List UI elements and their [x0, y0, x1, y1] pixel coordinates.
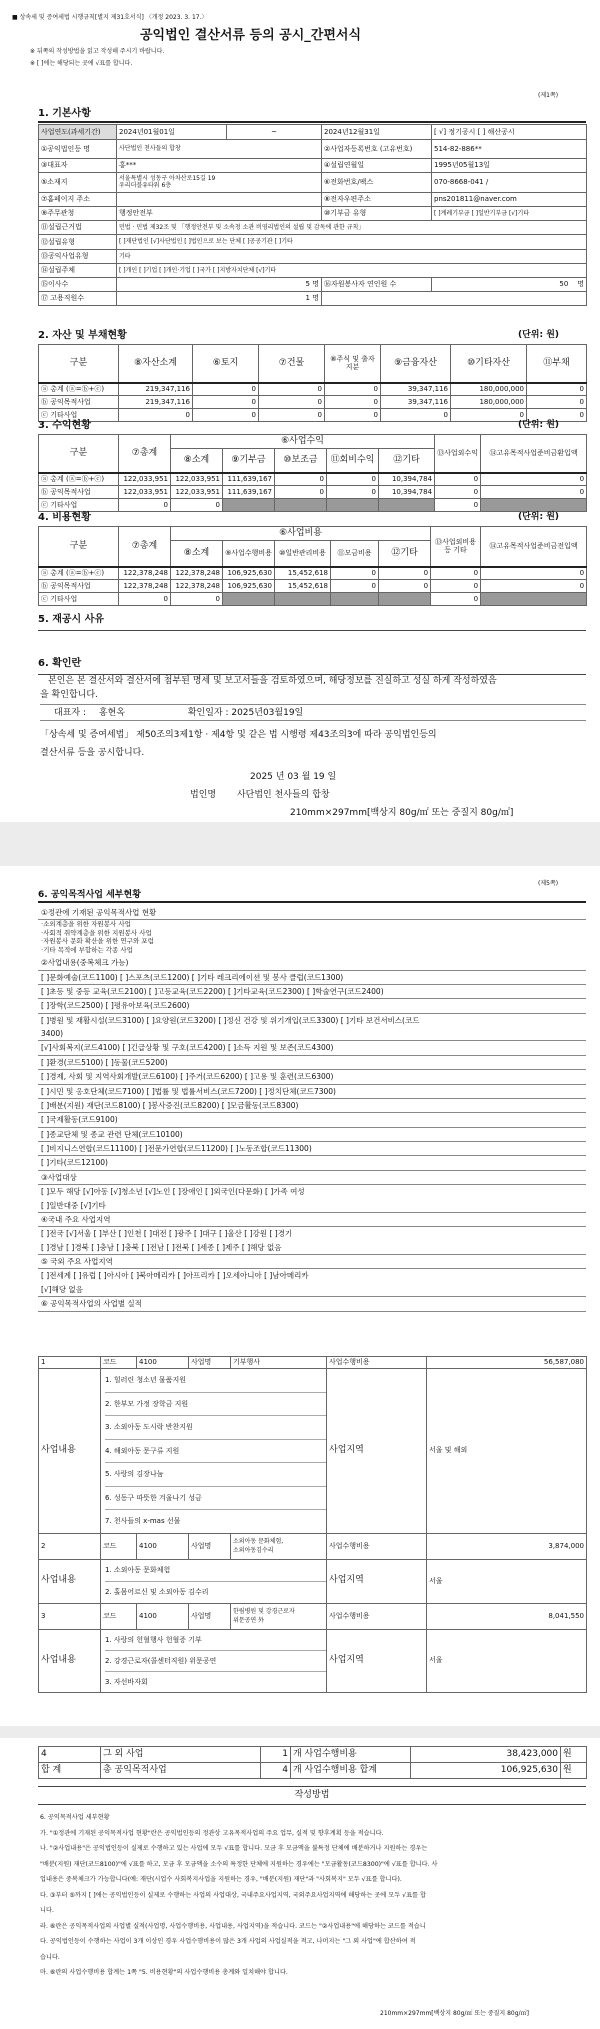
directors-unit: 명	[312, 280, 319, 289]
rev-col-4: ⑩보조금	[275, 449, 327, 473]
biz1-line-7: 7. 천사들의 x-mas 선물	[105, 1517, 181, 1525]
total-count-label: 개 사업수행비용 합계	[291, 1763, 411, 1779]
assets-r2-c7: 0	[527, 409, 587, 422]
bizno: 514-82-886**	[432, 140, 587, 159]
org-name-label: ①공익법인등 명	[39, 140, 117, 159]
rev-r1-c6: 10,394,784	[379, 486, 435, 499]
h6-title: ⑥ 공익목적사업의 사업별 실적	[38, 1297, 586, 1311]
biz2-line-1: 1. 소외아동 문화체험	[105, 1560, 326, 1582]
rev-r1-c0: ⓑ 공익목적사업	[39, 486, 119, 499]
exp-r0-c2: 122,378,248	[171, 567, 223, 580]
exp-r1-c5: 0	[331, 580, 379, 593]
assets-r0-c5: 39,347,116	[381, 383, 451, 396]
assets-col-4: ⑧주식 및 출자지분	[325, 345, 381, 383]
method-6: 다. ③부터 ⑤까지 [ ]에는 공익법인등이 실제로 수행하는 사업의 사업대상, 국내주요사업지역, 국외주요사업지역에 해당하는 곳에 모두 √표를 합	[40, 1891, 426, 1899]
total-count: 4	[261, 1763, 291, 1779]
code-row-4: [ ]병원 및 재활시설(코드3100) [ ]요양원(코드3200) [ ]정신 건강 및 위기개입(코드3300) [ ]기타 보건서비스(코드	[41, 1015, 420, 1025]
biz1-content-label: 사업내용	[39, 1369, 101, 1534]
section-expense: 4. 비용현황	[38, 512, 91, 523]
biz3-content-label: 사업내용	[39, 1629, 101, 1692]
rev-r0-c2: 122,033,951	[171, 473, 223, 486]
h1-title: ①정관에 기재된 공익목적사업 현황	[38, 906, 586, 920]
rev-r0-c7: 0	[435, 473, 481, 486]
corp-label: 법인명	[190, 790, 217, 800]
assets-r0-c6: 180,000,000	[451, 383, 527, 396]
domestic-row-2: [ ]경남 [ ]경북 [ ]충남 [ ]충북 [ ]전남 [ ]전북 [ ]세종 [ ]제주 [ ]해당 없음	[38, 1241, 586, 1255]
exp-r2-c5	[331, 593, 379, 606]
page-separator	[0, 822, 600, 866]
rev-r2-c2: 0	[171, 499, 223, 512]
assets-r1-c2: 0	[193, 396, 259, 409]
biz2-no: 2	[39, 1533, 101, 1559]
email: pns201811@naver.com	[432, 193, 587, 207]
assets-col-3: ⑦건물	[259, 345, 325, 383]
rev-r1-c5: 0	[327, 486, 379, 499]
rep-name: 홍현옥	[98, 708, 125, 718]
biz3-line-1: 1. 사랑의 헌혈행사 헌혈증 기부	[105, 1630, 326, 1651]
exp-col-4: ⑩일반관리비용	[275, 541, 331, 567]
h1-item-3: ·자원봉사 문화 확산을 위한 연구와 포럼	[41, 937, 154, 946]
employees-unit: 명	[312, 294, 319, 303]
assets-r0-c3: 0	[259, 383, 325, 396]
biz2-name-label: 사업명	[189, 1533, 231, 1559]
exp-r1-c1: 122,378,248	[119, 580, 171, 593]
volunteers: 50	[559, 280, 569, 289]
rev-col-0: 구분	[39, 435, 119, 473]
report-type: [ √] 정기공시 [ ] 해산공시	[432, 125, 587, 140]
address-line-1: 서울특별시 성동구 아차산로15길 19	[119, 174, 216, 182]
corp-name: 사단법인 천사들의 합창	[236, 790, 330, 800]
revenue-table	[38, 434, 587, 512]
ceo-label: ③대표자	[39, 159, 117, 173]
method-8: 라. ⑥란은 공익목적사업의 사업별 실적(사업명, 사업수행비용, 사업내용, 사업지역)을 적습니다. 코드는 "②사업내용"에 해당하는 코드를 적습니	[40, 1922, 426, 1930]
code-row-1: [ ]문화예술(코드1100) [ ]스포츠(코드1200) [ ]기타 레크리에이션 및 봉사 클럽(코드1300)	[38, 971, 586, 985]
bizno-label: ②사업자등록번호 (고유번호)	[322, 140, 432, 159]
legal-basis-label: ⑪설립근거법	[39, 221, 117, 235]
total-unit: 원	[561, 1763, 587, 1779]
h4-title: ④국내 주요 사업지역	[38, 1213, 586, 1227]
donation-type-label: ⑩기부금 유형	[322, 207, 432, 221]
exp-r0-c4: 15,452,618	[275, 567, 331, 580]
period-tilde: ~	[227, 125, 322, 140]
biz-summary-table	[38, 1746, 587, 1779]
exp-r0-c3: 106,925,630	[223, 567, 275, 580]
rev-col-7: ⑬사업외수익	[435, 435, 481, 473]
assets-r2-c6: 0	[451, 409, 527, 422]
assets-r1-c5: 39,347,116	[381, 396, 451, 409]
method-3: 나. "②사업내용"은 공익법인등이 실제로 수행하고 있는 사업에 모두 √표를 합니다. 모금 후 모금액을 불특정 단체에 배분하거나 지원하는 경우는	[40, 1845, 428, 1852]
other-cost: 38,423,000	[411, 1747, 561, 1763]
target-row-2: [ ]일반대중 [√]기타	[38, 1199, 586, 1213]
exp-r0-c1: 122,378,248	[119, 567, 171, 580]
biz3-code: 4100	[137, 1603, 189, 1629]
email-label: ⑧전자우편주소	[322, 193, 432, 207]
exp-col-3: ⑨사업수행비용	[223, 541, 275, 567]
biz2-region: 서울	[427, 1559, 587, 1603]
period-label: 사업연도(과세기간)	[39, 125, 117, 140]
biz1-region: 서울 및 해외	[427, 1369, 587, 1534]
exp-r1-c8: 0	[481, 580, 587, 593]
biz1-line-3: 3. 소외아동 도시락 반찬지원	[105, 1416, 326, 1440]
rev-col-1: ⑦총계	[119, 435, 171, 473]
note-1: ※ 뒤쪽의 작성방법을 읽고 작성해 주시기 바랍니다.	[30, 48, 165, 55]
assets-r0-c0: ⓐ 총계 (ⓐ=ⓑ+ⓒ)	[39, 383, 119, 396]
address-line-2: 우리더블유타워 6층	[119, 181, 172, 189]
total-name: 총 공익목적사업	[101, 1763, 261, 1779]
phone: 070-8668-041 /	[432, 173, 587, 193]
method-11: 마. ⑥란의 사업수행비용 합계는 1쪽 "5. 비용현황"의 사업수행비용 총계와 일치해야 합니다.	[40, 1969, 288, 1976]
assets-r1-c7: 0	[527, 396, 587, 409]
biz1-name-label: 사업명	[189, 1357, 231, 1369]
found-type: [ ]재단법인 [√]사단법인 [ ]법인으로 보는 단체 [ ]공공기관 [ ]기타	[117, 235, 587, 250]
code-row-14: [ ]기타(코드12100)	[38, 1156, 586, 1170]
exp-r2-c2: 0	[171, 593, 223, 606]
rev-r1-c2: 122,033,951	[171, 486, 223, 499]
authority-label: ⑨주무관청	[39, 207, 117, 221]
rev-r1-c7: 0	[435, 486, 481, 499]
rev-r1-c8: 0	[481, 486, 587, 499]
exp-r2-c4	[275, 593, 331, 606]
total-label: 합 계	[39, 1763, 101, 1779]
rev-group: ⑥사업수익	[171, 435, 435, 449]
assets-r0-c2: 0	[193, 383, 259, 396]
h1-item-4: ·기타 목적에 부합하는 각종 사업	[41, 945, 133, 954]
exp-col-5: ⑪모금비용	[331, 541, 379, 567]
biz2-code: 4100	[137, 1533, 189, 1559]
biz1-no: 1	[39, 1357, 101, 1369]
exp-col-8: ⑭고유목적사업준비금전입액	[481, 527, 587, 567]
page-2	[0, 866, 600, 1726]
rev-col-2: ⑧소계	[171, 449, 223, 473]
assets-r1-c6: 180,000,000	[451, 396, 527, 409]
assets-r2-c3: 0	[259, 409, 325, 422]
method-title: 작성방법	[38, 1786, 586, 1805]
section-confirm: 6. 확인란	[38, 658, 586, 675]
exp-r2-c3	[223, 593, 275, 606]
method-1: 6. 공익목적사업 세부현황	[40, 1814, 110, 1821]
address-label: ⑤소재지	[39, 173, 117, 193]
h2-title: ②사업내용(중복체크 가능)	[38, 956, 586, 970]
method-9: 다. 공익법인등이 수행하는 사업이 3개 이상인 경우 사업수행비용이 많은 3개 사업의 사업실적을 적고, 나머지는 "그 외 사업"에 합산하여 적	[40, 1938, 416, 1945]
biz2-name-1: 소외아동 문화체험,	[233, 1538, 284, 1545]
homepage-label: ⑦홈페이지 주소	[39, 193, 117, 207]
law-line-2: 결산서류 등을 공시합니다.	[40, 748, 145, 758]
org-name: 사단법인 천사들의 합창	[117, 140, 322, 159]
code-row-12: [ ]종교단체 및 종교 관련 단체(코드10100)	[38, 1128, 586, 1142]
biz2-cost-label: 사업수행비용	[327, 1533, 427, 1559]
unit-expense: (단위: 원)	[518, 512, 560, 522]
biz2-cost: 3,874,000	[427, 1533, 587, 1559]
rev-r1-c3: 111,639,167	[223, 486, 275, 499]
law-line-1: 「상속세 및 증여세법」 제50조의3제1항 · 제4항 및 같은 법 시행령 제43조의3에 따라 공익법인등의	[40, 730, 437, 740]
donation-type: [ ]계례기부금 [ ]일반기부금 [√]기타	[432, 207, 587, 221]
method-7: 니다.	[40, 1907, 54, 1914]
rev-r1-c4: 0	[275, 486, 327, 499]
assets-col-5: ⑨금융자산	[381, 345, 451, 383]
assets-r2-c2: 0	[193, 409, 259, 422]
exp-col-6: ⑫기타	[379, 541, 431, 567]
other-count-label: 개 사업수행비용	[291, 1747, 411, 1763]
biz-type: 기타	[117, 250, 587, 264]
code-row-13: [ ]비지니스연합(코드11100) [ ]전문가연합(코드11200) [ ]노동조합(코드11300)	[38, 1142, 586, 1156]
biz3-name-2: 위문공연 外	[233, 1617, 265, 1624]
page-separator-2	[0, 1726, 600, 1738]
other-count: 1	[261, 1747, 291, 1763]
assets-r2-c5: 0	[381, 409, 451, 422]
exp-r0-c0: ⓐ 총계 (ⓐ=ⓑ+ⓒ)	[39, 567, 119, 580]
detail-list	[38, 906, 586, 1312]
confirm-date: 확인일자 : 2025년03월19일	[187, 708, 304, 718]
note-2: ※ [ ]에는 해당되는 곳에 √표를 합니다.	[30, 60, 133, 67]
biz1-line-2: 2. 한부모 가정 장학금 지원	[105, 1393, 326, 1417]
biz2-name-2: 소외아동김수리	[233, 1547, 274, 1554]
code-row-7: [ ]환경(코드5100) [ ]동물(코드5200)	[38, 1056, 586, 1070]
biz1-code: 4100	[137, 1357, 189, 1369]
authority: 행정안전부	[117, 207, 322, 221]
code-row-6: [√]사회복지(코드4100) [ ]긴급상황 및 구호(코드4200) [ ]소득 지원 및 보존(코드4300)	[38, 1041, 586, 1055]
code-row-8: [ ]경제, 사회 및 지역사회개발(코드6100) [ ]주거(코드6200) [ ]고용 및 훈련(코드6300)	[38, 1070, 586, 1084]
biz1-region-label: 사업지역	[327, 1369, 427, 1534]
exp-col-2: ⑧소계	[171, 541, 223, 567]
employees-label: ⑰ 고용직원수	[39, 292, 117, 306]
page-number: (제1쪽)	[538, 92, 559, 99]
exp-r1-c3: 106,925,630	[223, 580, 275, 593]
biz3-name-label: 사업명	[189, 1603, 231, 1629]
assets-r2-c4: 0	[325, 409, 381, 422]
other-unit: 원	[561, 1747, 587, 1763]
basic-info-table	[38, 124, 587, 306]
method-4: "배분(지원) 재단(코드8100)"에 √표를 하고, 모금 후 모금액을 소수의 특정한 단체에 지원하는 경우에는 "모금활동(코드8300)"에 √표를 합니다. 사	[40, 1860, 438, 1868]
assets-r1-c1: 219,347,116	[119, 396, 193, 409]
paper-spec: 210mm×297mm[백상지 80g/㎡ 또는 중질지 80g/㎡]	[290, 808, 514, 818]
form-reference: ■ 상속세 및 증여세법 시행규칙[별지 제31호서식] 〈개정 2023. 3. 17.〉	[12, 14, 208, 21]
ceo: 홍***	[117, 159, 322, 173]
biz1-line-5: 5. 사랑의 김장나눔	[105, 1463, 326, 1487]
exp-col-7: ⑬사업외비용 등 기타	[431, 527, 481, 567]
assets-r0-c4: 0	[325, 383, 381, 396]
assets-col-0: 구분	[39, 345, 119, 383]
confirm-line-1: 본인은 본 결산서와 결산서에 첨부된 명세 및 보고서들을 검토하였으며, 해당정보를 진실하고 성실 하게 작성하였음	[48, 676, 497, 686]
unit-assets: (단위: 원)	[518, 330, 560, 340]
founder: [ ]개인 [ ]기업 [ ]개인·기업 [ ]국가 [ ]지방자치단체 [√]기타	[117, 264, 587, 278]
directors-label: ⑮이사수	[39, 278, 117, 292]
assets-r0-c1: 219,347,116	[119, 383, 193, 396]
other-no: 4	[39, 1747, 101, 1763]
assets-col-7: ⑪부채	[527, 345, 587, 383]
exp-r0-c6: 0	[379, 567, 431, 580]
volunteers-label: ⑯자원봉사자 연인원 수	[322, 278, 432, 292]
biz1-line-4: 4. 해외아동 문구류 지원	[105, 1440, 326, 1464]
exp-r0-c5: 0	[331, 567, 379, 580]
code-row-3: [ ]장학(코드2500) [ ]평유아보육(코드2600)	[38, 999, 586, 1013]
total-cost: 106,925,630	[411, 1763, 561, 1779]
h3-title: ③사업대상	[38, 1171, 586, 1185]
biz3-region-label: 사업지역	[327, 1629, 427, 1692]
rev-r2-c1: 0	[119, 499, 171, 512]
exp-r2-c6	[379, 593, 431, 606]
rev-col-5: ⑪회비수익	[327, 449, 379, 473]
period-from: 2024년01월01일	[117, 125, 227, 140]
section-redisclosure: 5. 재공시 사유	[38, 614, 586, 631]
confirm-line-2: 을 확인합니다.	[40, 690, 98, 700]
exp-r2-c1: 0	[119, 593, 171, 606]
overseas-row-1: [ ]전세계 [ ]유럽 [ ]아시아 [ ]북아메리카 [ ]아프리카 [ ]오세아니아 [ ]남아메리카	[41, 1271, 309, 1281]
exp-r2-c0: ⓒ 기타사업	[39, 593, 119, 606]
code-row-2: [ ]초등 및 중등 교육(코드2100) [ ]고등교육(코드2200) [ ]기타교육(코드2300) [ ]학술연구(코드2400)	[38, 985, 586, 999]
exp-r2-c7: 0	[431, 593, 481, 606]
assets-r2-c1: 0	[119, 409, 193, 422]
exp-r1-c4: 15,452,618	[275, 580, 331, 593]
rev-r2-c6	[379, 499, 435, 512]
assets-r2-c0: ⓒ 기타사업	[39, 409, 119, 422]
method-5: 업내용은 중복체크가 가능합니다(예: 재단(시업수 사회복지사업을 지원하는 경우, "배분(지원) 재단"과 "사회복지" 모두 √표를 합니다).	[40, 1876, 402, 1883]
biz3-line-3: 3. 자선바자회	[105, 1677, 148, 1686]
rev-r2-c8	[481, 499, 587, 512]
rev-col-6: ⑫기타	[379, 449, 435, 473]
rev-r2-c0: ⓒ 기타사업	[39, 499, 119, 512]
biz3-line-2: 2. 강경근로자(콜센터직원) 위문공연	[105, 1651, 326, 1672]
signing-date: 2025 년 03 월 19 일	[250, 772, 337, 782]
phone-label: ⑥전화번호/팩스	[322, 173, 432, 193]
page-title: 공익법인 결산서류 등의 공시_간편서식	[140, 28, 362, 43]
code-row-9: [ ]시민 및 옹호단체(코드7100) [ ]법률 및 법률서비스(코드7200) [ ]정치단체(코드7300)	[38, 1085, 586, 1099]
assets-r0-c7: 0	[527, 383, 587, 396]
volunteers-unit: 명	[577, 280, 585, 289]
exp-r1-c2: 122,378,248	[171, 580, 223, 593]
exp-r0-c7: 0	[431, 567, 481, 580]
exp-col-1: ⑦총계	[119, 527, 171, 567]
code-row-10: [ ]배분(지원) 재단(코드8100) [ ]봉사증진(코드8200) [ ]모금활동(코드8300)	[38, 1099, 586, 1113]
biz1-name: 기부행사	[231, 1357, 327, 1369]
exp-r1-c7: 0	[431, 580, 481, 593]
domestic-row-1: [ ]전국 [√]서울 [ ]부산 [ ]인천 [ ]대전 [ ]광주 [ ]대구 [ ]울산 [ ]강원 [ ]경기	[41, 1229, 293, 1239]
biz1-cost: 56,587,080	[427, 1357, 587, 1369]
section-detail: 6. 공익목적사업 세부현황	[38, 890, 586, 903]
period-to: 2024년12월31일	[322, 125, 432, 140]
rev-r0-c0: ⓐ 총계 (ⓐ=ⓑ+ⓒ)	[39, 473, 119, 486]
h5-title: ⑤ 국외 주요 사업지역	[38, 1255, 586, 1269]
page-1	[0, 0, 600, 822]
rev-col-8: ⑭고유목적사업준비금환입액	[481, 435, 587, 473]
other-name: 그 외 사업	[101, 1747, 261, 1763]
rev-r0-c5: 0	[327, 473, 379, 486]
rev-r0-c6: 10,394,784	[379, 473, 435, 486]
overseas-row-2: [√]해당 없음	[38, 1283, 586, 1297]
employees: 1	[305, 294, 310, 303]
founder-label: ⑭설립주체	[39, 264, 117, 278]
founded-label: ④설립연월일	[322, 159, 432, 173]
code-row-5: 3400)	[38, 1027, 586, 1041]
directors: 5	[305, 280, 310, 289]
assets-col-6: ⑩기타자산	[451, 345, 527, 383]
biz3-region: 서울	[427, 1629, 587, 1692]
rev-col-3: ⑨기부금	[223, 449, 275, 473]
biz2-content-label: 사업내용	[39, 1559, 101, 1603]
unit-revenue: (단위: 원)	[518, 420, 560, 430]
h1-item-2: ·사회적 취약계층을 위한 지원봉사 사업	[41, 928, 152, 937]
biz3-no: 3	[39, 1603, 101, 1629]
biz3-cost: 8,041,550	[427, 1603, 587, 1629]
rev-r2-c7: 0	[435, 499, 481, 512]
section-assets: 2. 자산 및 부채현황	[38, 330, 127, 341]
code-row-11: [ ]국제활동(코드9100)	[38, 1113, 586, 1127]
rep-label: 대표자 :	[54, 708, 86, 718]
rev-r2-c5	[327, 499, 379, 512]
rev-r0-c4: 0	[275, 473, 327, 486]
rev-r0-c8: 0	[481, 473, 587, 486]
found-type-label: ⑫설립유형	[39, 235, 117, 250]
assets-r1-c0: ⓑ 공익목적사업	[39, 396, 119, 409]
method-10: 습니다.	[40, 1953, 60, 1961]
section-basic: 1. 기본사항	[38, 108, 586, 123]
rev-r1-c1: 122,033,951	[119, 486, 171, 499]
biz3-name-1: 한림병원 및 강경근로자	[233, 1608, 295, 1615]
method-2: 가. "①정관에 기재된 공익목적사업 현황"란은 공익법인등의 정관상 고유목적사업의 주요 업무, 실적 및 향후계획 등을 적습니다.	[40, 1829, 384, 1837]
assets-r1-c4: 0	[325, 396, 381, 409]
biz1-code-label: 코드	[101, 1357, 137, 1369]
section-revenue: 3. 수익현황	[38, 420, 91, 431]
biz1-line-6: 6. 성동구 따뜻한 겨울나기 성금	[105, 1487, 326, 1511]
rev-r0-c3: 111,639,167	[223, 473, 275, 486]
legal-basis: 민법 · 민법 제32조 및 「행정안전부 및 소속청 소관 비영리법인의 설립 및 감독에 관한 규칙」	[117, 221, 587, 235]
exp-col-0: 구분	[39, 527, 119, 567]
biz3-cost-label: 사업수행비용	[327, 1603, 427, 1629]
exp-r2-c8	[481, 593, 587, 606]
rev-r2-c4	[275, 499, 327, 512]
assets-col-1: ⑧자산소계	[119, 345, 193, 383]
biz2-region-label: 사업지역	[327, 1559, 427, 1603]
assets-r1-c3: 0	[259, 396, 325, 409]
exp-r0-c8: 0	[481, 567, 587, 580]
exp-r1-c6: 0	[379, 580, 431, 593]
founded: 1995년05월13일	[432, 159, 587, 173]
biz-type-label: ⑬공익사업유형	[39, 250, 117, 264]
biz2-line-2: 2. 홀몸어르신 및 소외아동 김수리	[105, 1587, 209, 1596]
biz3-code-label: 코드	[101, 1603, 137, 1629]
expense-table	[38, 526, 587, 606]
exp-r1-c0: ⓑ 공익목적사업	[39, 580, 119, 593]
assets-col-2: ⑥토지	[193, 345, 259, 383]
rev-r0-c1: 122,033,951	[119, 473, 171, 486]
target-row-1: [ ]모두 해당 [√]아동 [√]청소년 [√]노인 [ ]장애인 [ ]외국인(다문화) [ ]가족 여성	[41, 1187, 305, 1197]
h1-item-1: ·소외계층을 위한 자원봉사 사업	[41, 920, 131, 929]
biz2-code-label: 코드	[101, 1533, 137, 1559]
page-3	[0, 1738, 600, 2029]
exp-group: ⑥사업비용	[171, 527, 431, 541]
rev-r2-c3	[223, 499, 275, 512]
page-number: (제5쪽)	[538, 880, 559, 887]
biz-results-table	[38, 1356, 587, 1693]
biz1-cost-label: 사업수행비용	[327, 1357, 427, 1369]
biz1-line-1: 1. 힐러린 청소년 물품지원	[105, 1369, 326, 1393]
assets-table	[38, 344, 587, 422]
paper-spec-2: 210mm×297mm[백상지 80g/㎡ 또는 중질지 80g/㎡]	[380, 2010, 529, 2017]
homepage	[117, 193, 322, 207]
